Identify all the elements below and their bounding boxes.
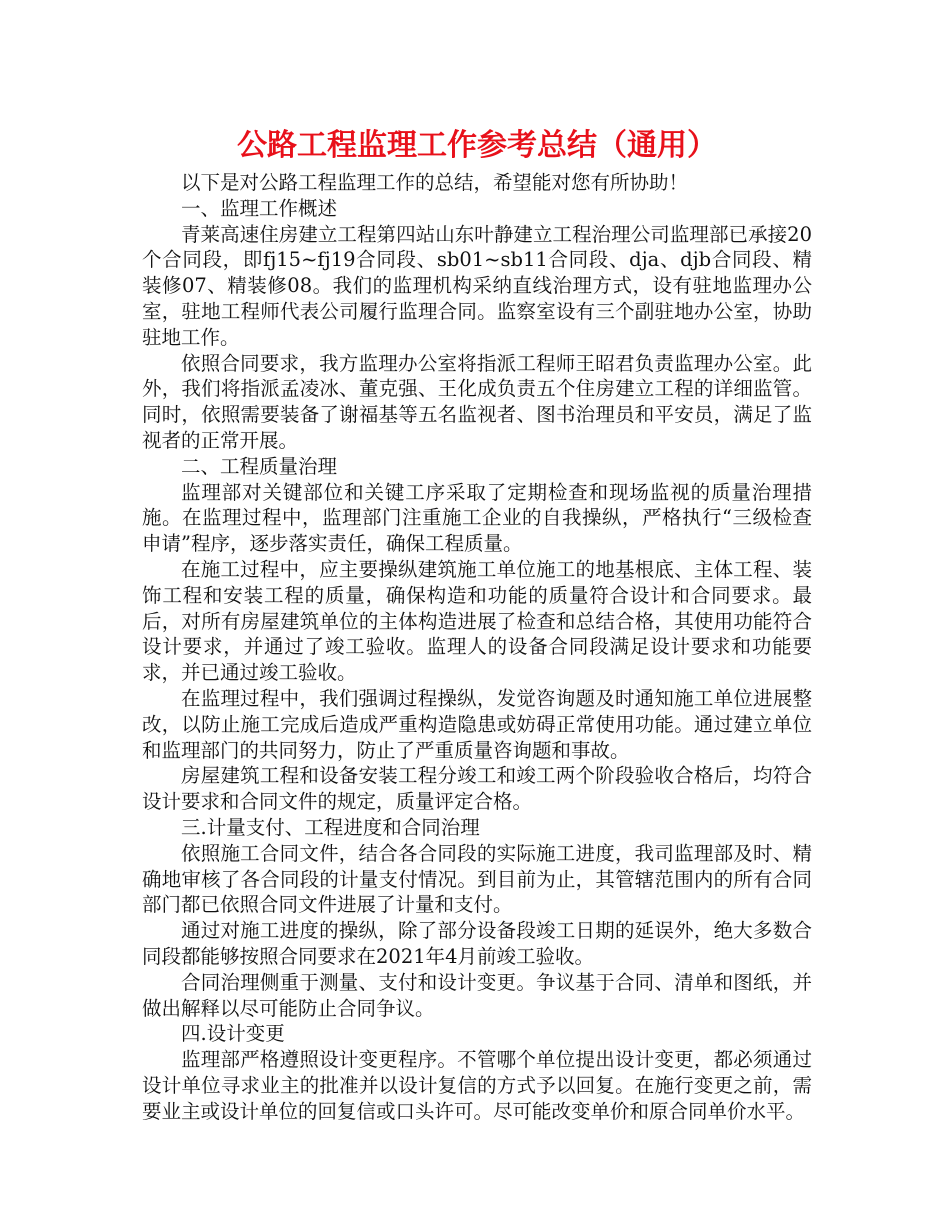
body-paragraph: 合同治理侧重于测量、支付和设计变更。争议基于合同、清单和图纸，并做出解释以尽可能防止合同争议。 bbox=[142, 970, 812, 1020]
section-heading-overview: 一、监理工作概述 bbox=[181, 196, 338, 220]
body-paragraph: 依照施工合同文件，结合各合同段的实际施工进度，我司监理部及时、精确地审核了各合同段的计量支付情况。到目前为止，其管辖范围内的所有合同部门都已依照合同文件进展了计量和支付。 bbox=[142, 841, 812, 917]
body-paragraph: 在施工过程中，应主要操纵建筑施工单位施工的地基根底、主体工程、装饰工程和安装工程的质量，确保构造和功能的质量符合设计和合同要求。最后，对所有房屋建筑单位的主体构造进展了检查和总结合格，其使用功能符合设计要求，并通过了竣工验收。监理人的设备合同段满足设计要求和功能要求，并已通过竣工验收。 bbox=[142, 557, 812, 685]
body-paragraph: 在监理过程中，我们强调过程操纵，发觉咨询题及时通知施工单位进展整改，以防止施工完成后造成严重构造隐患或妨碍正常使用功能。通过建立单位和监理部门的共同努力，防止了严重质量咨询题和事故。 bbox=[142, 686, 812, 762]
section-heading-payment: 三.计量支付、工程进度和合同治理 bbox=[181, 815, 480, 839]
document-title: 公路工程监理工作参考总结（通用） bbox=[237, 128, 717, 163]
section-heading-quality: 二、工程质量治理 bbox=[181, 454, 338, 478]
intro-paragraph: 以下是对公路工程监理工作的总结，希望能对您有所协助！ bbox=[181, 171, 689, 194]
document-body bbox=[142, 170, 812, 1124]
body-paragraph: 监理部严格遵照设计变更程序。不管哪个单位提出设计变更，都必须通过设计单位寻求业主的批准并以设计复信的方式予以回复。在施行变更之前，需要业主或设计单位的回复信或口头许可。尽可能改变单价和原合同单价水平。 bbox=[142, 1048, 812, 1123]
body-paragraph: 房屋建筑工程和设备安装工程分竣工和竣工两个阶段验收合格后，均符合设计要求和合同文件的规定，质量评定合格。 bbox=[142, 764, 812, 814]
document-page bbox=[142, 122, 812, 1124]
body-paragraph: 通过对施工进度的操纵，除了部分设备段竣工日期的延误外，绝大多数合同段都能够按照合同要求在2021年4月前竣工验收。 bbox=[142, 919, 812, 968]
body-paragraph: 依照合同要求，我方监理办公室将指派工程师王昭君负责监理办公室。此外，我们将指派孟凌冰、董克强、王化成负责五个住房建立工程的详细监管。同时，依照需要装备了谢福基等五名监视者、图书治理员和平安员，满足了监视者的正常开展。 bbox=[142, 351, 812, 452]
body-paragraph: 监理部对关键部位和关键工序采取了定期检查和现场监视的质量治理措施。在监理过程中，监理部门注重施工企业的自我操纵，严格执行“三级检查申请”程序，逐步落实责任，确保工程质量。 bbox=[142, 480, 812, 556]
body-paragraph: 青莱高速住房建立工程第四站山东叶静建立工程治理公司监理部已承接20个合同段，即fj15~fj19合同段、sb01~sb11合同段、dja、djb合同段、精装修07、精装修08。我们的监理机构采纳直线治理方式，设有驻地监理办公室，驻地工程师代表公司履行监理合同。监察室设有三个副驻地办公室，协助驻地工作。 bbox=[142, 222, 812, 349]
section-heading-design-change: 四.设计变更 bbox=[181, 1022, 285, 1046]
